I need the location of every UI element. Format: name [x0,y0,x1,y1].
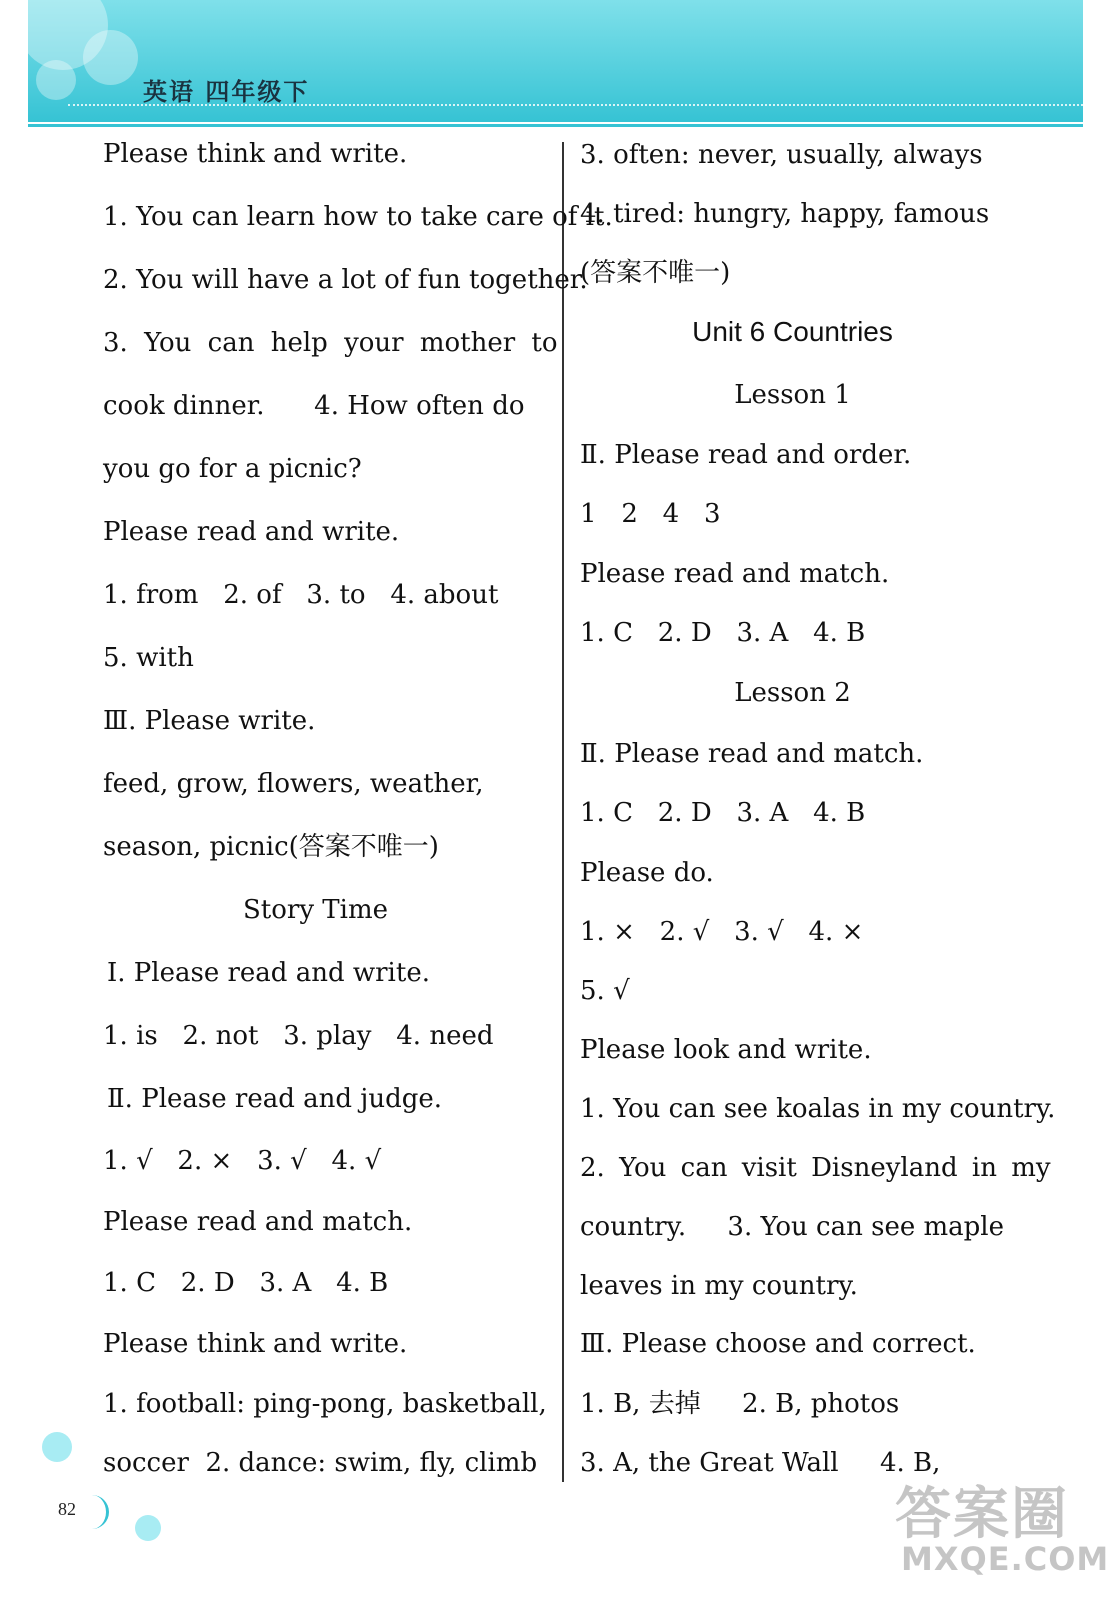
column-divider [562,142,564,1482]
decor-circle [135,1515,161,1541]
text-line: 1. C 2. D 3. A 4. B [580,618,866,648]
lesson-heading: Lesson 1 [734,380,851,410]
header-bubble [83,30,138,85]
watermark-logo: 答案圈 [895,1482,1069,1547]
text-line: you go for a picnic? [103,454,362,484]
page-number-bracket [88,1495,109,1529]
text-line: 3. A, the Great Wall 4. B, [580,1448,941,1478]
header-rule [28,124,1083,127]
text-line: 1. √ 2. × 3. √ 4. √ [103,1146,382,1176]
text-line: 1. football: ping-pong, basketball, [103,1389,547,1419]
section-heading: Story Time [243,895,388,925]
watermark-url: MXQE.COM [901,1540,1109,1578]
text-line: 3. You can help your mother to [103,328,558,358]
text-line: 5. √ [580,976,630,1006]
text-line: Ⅱ. Please read and match. [580,739,924,769]
text-line: Ⅱ. Please read and order. [580,440,912,470]
text-line: Ⅱ. Please read and judge. [107,1084,443,1114]
text-line: Ⅲ. Please choose and correct. [580,1329,976,1359]
text-line: leaves in my country. [580,1271,858,1301]
watermark [895,1470,1109,1590]
text-line: 1. from 2. of 3. to 4. about [103,580,499,610]
text-line: 1. × 2. √ 3. √ 4. × [580,917,864,947]
text-line: 1. B, 去掉 2. B, photos [580,1389,900,1419]
text-line: Please look and write. [580,1035,872,1065]
text-line: Please do. [580,858,714,888]
page-header-band [28,0,1083,122]
page-number: 82 [58,1499,76,1519]
text-line: 1. You can learn how to take care of it. [103,202,613,232]
text-line: 4. tired: hungry, happy, famous [580,199,990,229]
text-line: soccer 2. dance: swim, fly, climb [103,1448,538,1478]
text-line: 3. often: never, usually, always [580,140,983,170]
page-number-badge [48,1485,118,1540]
text-line: feed, grow, flowers, weather, [103,769,484,799]
text-line: 1 2 4 3 [580,499,721,529]
text-line: Please read and match. [103,1207,413,1237]
text-line: Please read and write. [103,517,400,547]
text-line: Ⅰ. Please read and write. [107,958,430,988]
text-line: 5. with [103,643,194,673]
text-line: 1. C 2. D 3. A 4. B [103,1268,389,1298]
text-line: Ⅲ. Please write. [103,706,316,736]
text-line: cook dinner. 4. How often do [103,391,525,421]
decor-circle [42,1432,72,1462]
text-line: country. 3. You can see maple [580,1212,1004,1242]
text-line: Please think and write. [103,139,408,169]
unit-title: Unit 6 Countries [692,316,893,347]
text-line: Please read and match. [580,559,890,589]
text-line: (答案不唯一) [580,258,731,288]
text-line: 1. is 2. not 3. play 4. need [103,1021,494,1051]
text-line: 2. You will have a lot of fun together. [103,265,588,295]
header-bubble [36,60,76,100]
text-line: 2. You can visit Disneyland in my [580,1153,1051,1183]
text-line: Please think and write. [103,1329,408,1359]
header-title: 英语 四年级下 [143,78,310,106]
lesson-heading: Lesson 2 [734,678,851,708]
text-line: season, picnic(答案不唯一) [103,832,439,862]
text-line: 1. You can see koalas in my country. [580,1094,1056,1124]
text-line: 1. C 2. D 3. A 4. B [580,798,866,828]
